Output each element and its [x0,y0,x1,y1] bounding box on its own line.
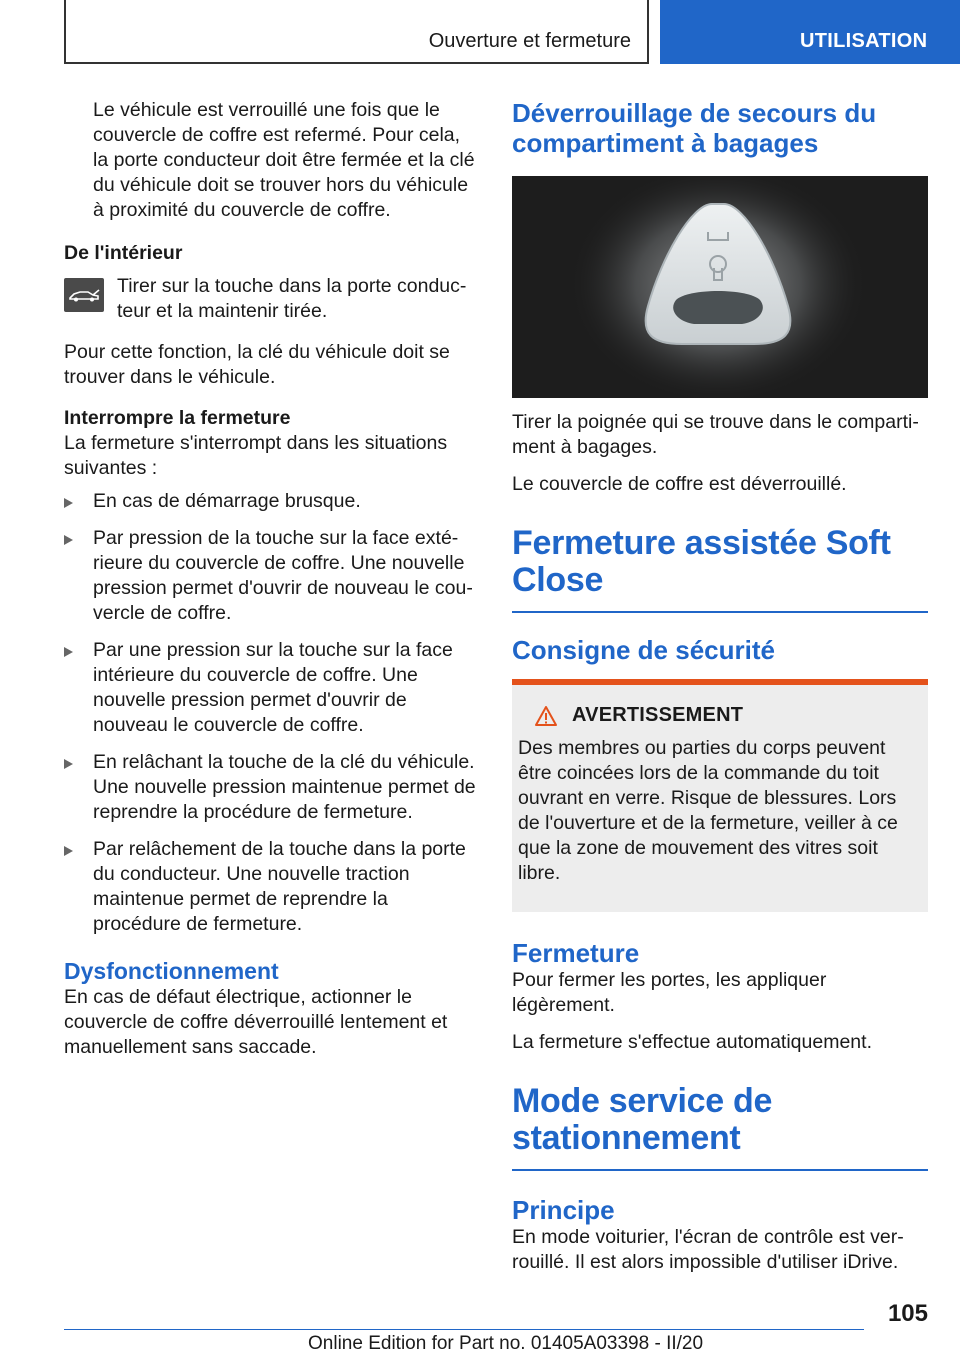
list-item: Par pression de la touche sur la face extérieure du couvercle de coffre. Une nouvelle pression permet d'ouvrir de nouveau le couvercle de coffre. [64,526,478,626]
emergency-heading: Déverrouillage de secours du compartiment à bagages [512,98,877,158]
page-number: 105 [887,1300,928,1327]
closing-text-1: Pour fermer les portes, les appliquer légèrement. [512,969,827,1016]
section-title: Ouverture et fermeture [428,30,631,52]
safety-heading: Consigne de sécurité [512,635,775,665]
warning-box [512,685,928,912]
interrupt-list [64,489,478,937]
warning-text: Des membres ou parties du corps peuvent être coincées lors de la commande du toit ouvrant en verre. Risque de blessures. Lors de l'ouverture et de la fermeture, veiller à ce que la zone de mouvement des vitres soit libre. [518,737,898,884]
malfunction-text: En cas de défaut électrique, actionner le couvercle de coffre déverrouillé lentement et manuellement sans saccade. [64,986,448,1058]
malfunction-heading: Dysfonctionnement [64,958,279,984]
list-item: Par relâchement de la touche dans la porte du conducteur. Une nouvelle traction maintenue permet de reprendre la procédure de fermeture. [64,837,478,937]
intro-paragraph: Le véhicule est verrouillé une fois que le couvercle de coffre est refermé. Pour cela, la porte conducteur doit être fermée et la clé du véhicule doit se trouver hors du véhicule à proximité du couvercle de coffre. [93,99,475,221]
interior-instruction-row [64,274,478,324]
section-divider [512,1169,928,1171]
header-section-box [64,0,649,64]
bullet-triangle-icon [64,647,73,657]
section-divider [512,611,928,613]
car-trunk-open-icon [64,278,104,312]
interior-heading: De l'intérieur [64,242,183,264]
emergency-text-1: Tirer la poignée qui se trouve dans le compartiment à bagages. [512,411,919,458]
edition-text: Online Edition for Part no. 01405A03398 - II/20 [308,1333,704,1354]
closing-text-2: La fermeture s'effectue automatiquement. [512,1031,872,1053]
warning-title: AVERTISSEMENT [572,704,744,726]
bullet-triangle-icon [64,846,73,856]
interior-instruction: Tirer sur la touche dans la porte conducteur et la maintenir tirée. [117,275,467,322]
warning-header [518,703,922,728]
list-item: En relâchant la touche de la clé du véhicule. Une nouvelle pression maintenue permet de reprendre la procédure de fermeture. [64,750,478,825]
interrupt-intro: La fermeture s'interrompt dans les situations suivantes : [64,432,448,479]
bullet-triangle-icon [64,759,73,769]
bullet-triangle-icon [64,498,73,508]
soft-close-heading: Fermeture assistée Soft Close [512,524,891,599]
list-item: En cas de démarrage brusque. [64,489,478,514]
principle-heading: Principe [512,1195,615,1225]
footer-divider [64,1329,864,1330]
bullet-triangle-icon [64,535,73,545]
principle-text: En mode voiturier, l'écran de contrôle est verrouillé. Il est alors impossible d'utiliser iDrive. [512,1226,904,1273]
interrupt-heading: Interrompre la fermeture [64,407,291,429]
right-column [512,98,928,1275]
list-item: Par une pression sur la touche sur la face intérieure du couvercle de coffre. Une nouvelle pression permet d'ouvrir de nouveau le couvercle de coffre. [64,638,478,738]
header-chapter-tab [660,0,960,64]
trunk-release-handle-photo [512,176,928,398]
key-note: Pour cette fonction, la clé du véhicule doit se trouver dans le véhicule. [64,341,450,388]
emergency-text-2: Le couvercle de coffre est déverrouillé. [512,473,847,495]
parking-heading: Mode service de stationnement [512,1082,773,1157]
closing-heading: Fermeture [512,938,640,968]
chapter-title: UTILISATION [800,30,928,52]
left-column [64,98,478,1060]
warning-triangle-icon [534,705,558,727]
